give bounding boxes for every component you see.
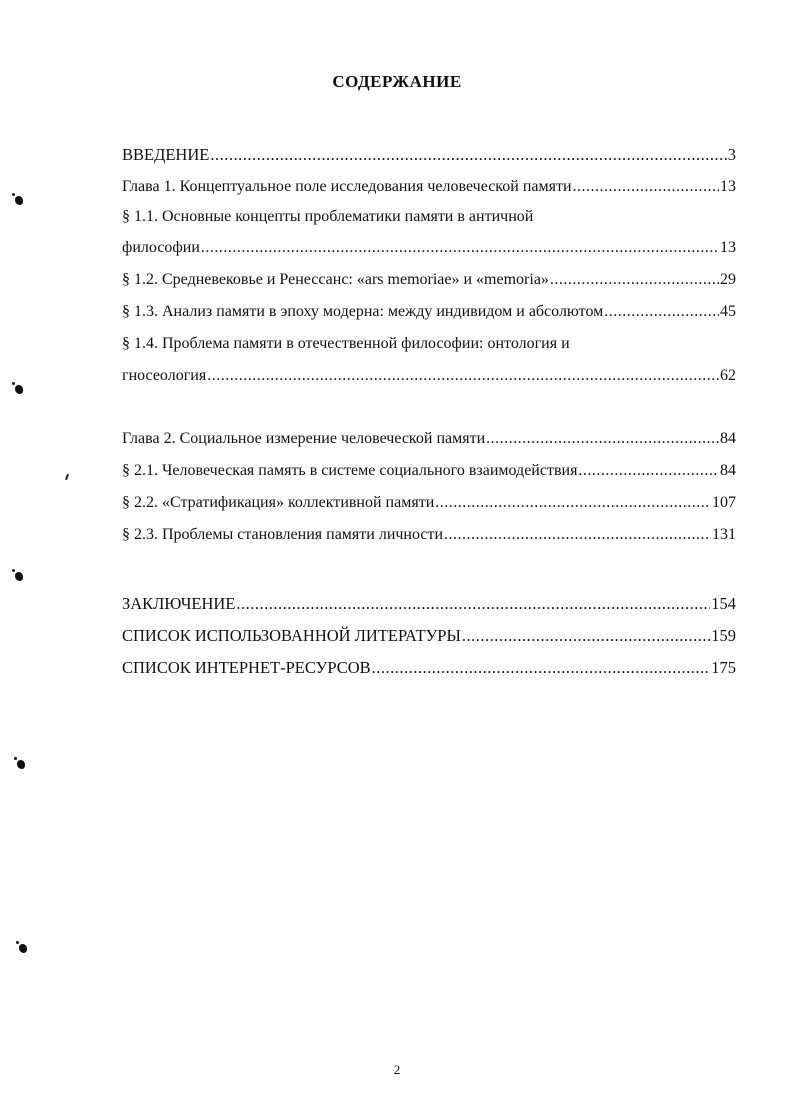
dot-leader [210, 140, 726, 170]
toc-entry-title: ВВЕДЕНИЕ [122, 145, 210, 164]
dot-leader [462, 621, 710, 651]
toc-entry-title: § 1.3. Анализ памяти в эпоху модерна: между индивидом и абсолютом [122, 303, 604, 320]
toc-entry-title: ЗАКЛЮЧЕНИЕ [122, 594, 236, 613]
toc-entry-chapter-2[interactable] [122, 424, 736, 454]
toc-entry-1-1-line1[interactable] [122, 202, 736, 232]
dot-leader [201, 233, 719, 263]
scan-artifact-mark [19, 944, 27, 953]
toc-entry-page: 84 [720, 430, 736, 447]
scan-artifact-mark [17, 760, 25, 769]
toc-entry-title: § 2.3. Проблемы становления памяти личности [122, 526, 444, 543]
dot-leader [604, 297, 719, 327]
toc-entry-2-1[interactable] [122, 456, 736, 486]
toc-entry-title: § 2.1. Человеческая память в системе социального взаимодействия [122, 462, 578, 479]
toc-entry-page: 175 [711, 658, 736, 677]
scan-artifact-tick [65, 474, 69, 480]
scan-artifact-mark [15, 385, 23, 394]
toc-entry-title: § 2.2. «Стратификация» коллективной памяти [122, 494, 435, 511]
toc-entry-title: Глава 1. Концептуальное поле исследования человеческой памяти [122, 178, 572, 195]
toc-entry-1-4-line1[interactable] [122, 329, 736, 359]
toc-entry-page: 13 [720, 178, 736, 195]
toc-entry-page: 154 [711, 594, 736, 613]
dot-leader [236, 589, 710, 619]
dot-leader [435, 488, 711, 518]
toc-entry-title: Глава 2. Социальное измерение человеческой памяти [122, 430, 486, 447]
toc-entry-2-2[interactable] [122, 488, 736, 518]
toc-entry-1-3[interactable] [122, 297, 736, 327]
toc-entry-page: 84 [720, 462, 736, 479]
dot-leader [486, 424, 719, 454]
toc-entry-page: 62 [720, 367, 736, 384]
toc-entry-title: СПИСОК ИСПОЛЬЗОВАННОЙ ЛИТЕРАТУРЫ [122, 626, 461, 645]
toc-entry-title-continuation: философии [122, 239, 200, 256]
toc-entry-page: 131 [712, 526, 736, 543]
toc-entry-page: 45 [720, 303, 736, 320]
toc-entry-chapter-1[interactable] [122, 172, 736, 202]
toc-entry-page: 13 [720, 239, 736, 256]
scan-artifact-mark [15, 572, 23, 581]
toc-entry-page: 29 [720, 271, 736, 288]
toc-entry-1-4-line2[interactable] [122, 361, 736, 391]
dot-leader [372, 653, 711, 683]
toc-entry-title: СПИСОК ИНТЕРНЕТ-РЕСУРСОВ [122, 658, 371, 677]
dot-leader [578, 456, 719, 486]
toc-entry-bibliography[interactable] [122, 621, 736, 651]
toc-entry-page: 159 [711, 626, 736, 645]
dot-leader [550, 265, 719, 295]
toc-entry-1-2[interactable] [122, 265, 736, 295]
toc-entry-title-continuation: гносеология [122, 367, 207, 384]
toc-entry-1-1-line2[interactable] [122, 233, 736, 263]
page-title: СОДЕРЖАНИЕ [332, 72, 462, 91]
toc-entry-2-3[interactable] [122, 520, 736, 550]
toc-entry-internet-resources[interactable] [122, 653, 736, 683]
toc-entry-conclusion[interactable] [122, 589, 736, 619]
toc-entry-title: § 1.1. Основные концепты проблематики памяти в античной [122, 208, 534, 225]
dot-leader [573, 172, 719, 202]
toc-entry-page: 3 [727, 145, 736, 164]
dot-leader [444, 520, 711, 550]
scan-artifact-mark [15, 196, 23, 205]
dot-leader [207, 361, 719, 391]
page-number: 2 [393, 1062, 401, 1077]
toc-entry-title: § 1.4. Проблема памяти в отечественной философии: онтология и [122, 335, 570, 352]
toc-entry-title: § 1.2. Средневековье и Ренессанс: «ars memoriae» и «memoria» [122, 271, 549, 288]
toc-entry-page: 107 [712, 494, 736, 511]
toc-entry-introduction[interactable] [122, 140, 736, 170]
